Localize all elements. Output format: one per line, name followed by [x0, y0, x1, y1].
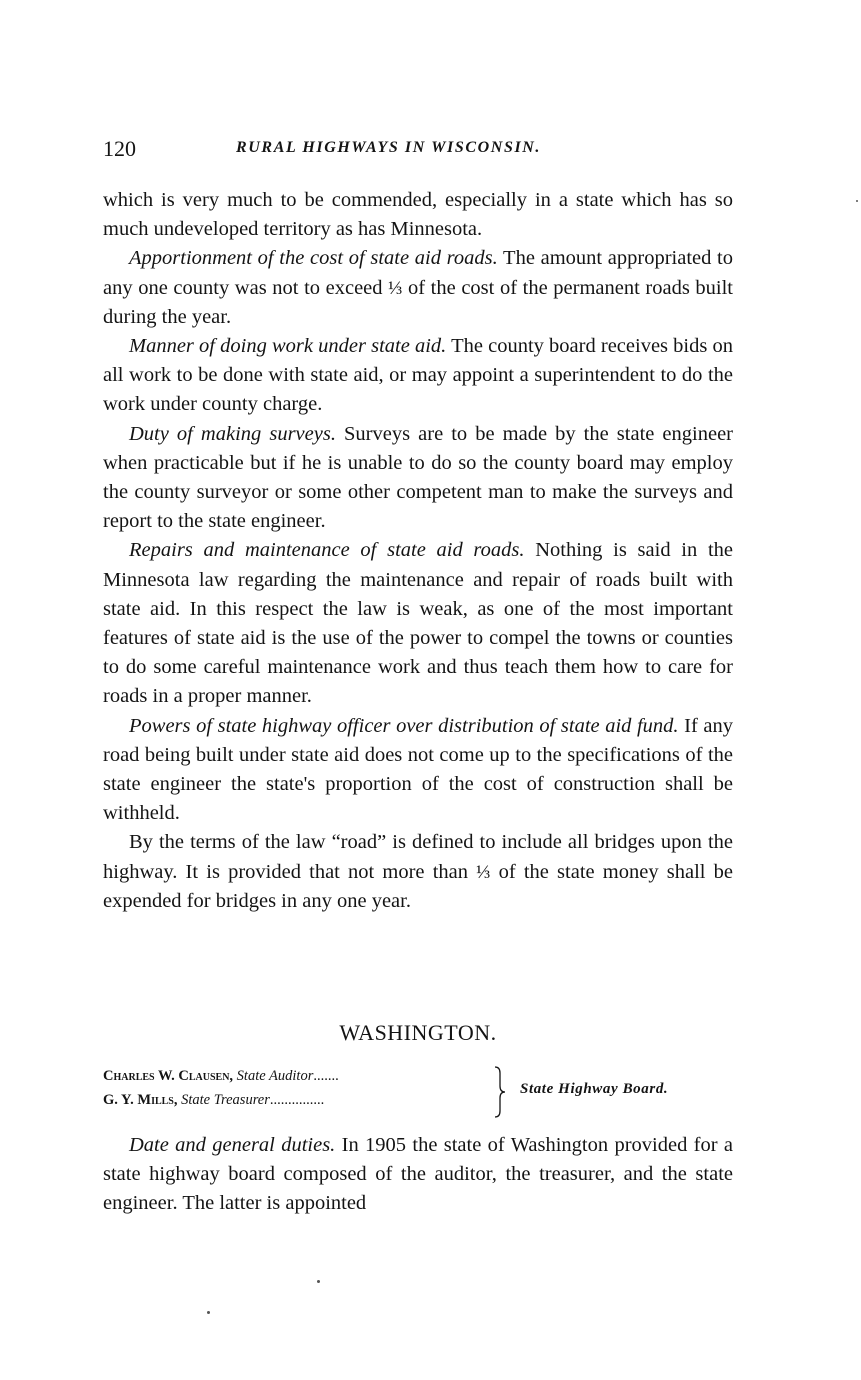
paragraph-heading: Repairs and maintenance of state aid roads. — [129, 539, 525, 562]
paragraph-text: The county board receives bids on all work to be done with state aid, or may appoint a superintendent to do the work under county charge. — [103, 335, 733, 416]
paragraph-manner-of-work — [103, 332, 733, 420]
paragraph-text: If any road being built under state aid does not come up to the specifications of the state engineer the state's proportion of the cost of construction shall be withheld. — [103, 714, 733, 825]
officer-title: State Auditor — [236, 1068, 314, 1084]
paragraph-repairs — [103, 536, 733, 711]
paragraph-text: which is very much to be commended, especially in a state which has so much undeveloped territory as has Minnesota. — [103, 189, 733, 241]
print-speck — [207, 1311, 210, 1314]
dot-leader: ............... — [269, 1092, 325, 1108]
running-head: RURAL HIGHWAYS IN WISCONSIN. — [236, 139, 542, 156]
paragraph-text: Nothing is said in the Minnesota law regarding the maintenance and repair of roads built with state aid. In this respect the law is weak, as one of the most important features of state aid is the use of the power to compel the towns or counties to do some careful maintenance work and thus teach them how to care for roads in a proper manner. — [103, 539, 733, 708]
page-number: 120 — [103, 136, 136, 161]
body-text — [103, 186, 733, 916]
paragraph-heading: Powers of state highway officer over distribution of state aid fund. — [129, 714, 679, 737]
paragraph-heading: Apportionment of the cost of state aid roads. — [129, 247, 498, 270]
paragraph-text-after: of the cost of the permanent roads built during the year. — [103, 276, 733, 328]
paragraph-apportionment — [103, 244, 733, 332]
section-heading: WASHINGTON. — [339, 1020, 497, 1045]
paragraph-continuation — [103, 186, 733, 244]
paragraph-surveys — [103, 420, 733, 537]
paragraph-text: In 1905 the state of Washington provided for a state highway board composed of the auditor, the treasurer, and the state engineer. The latter is appointed — [103, 1134, 733, 1215]
fraction: ⅓ — [476, 861, 491, 883]
paragraph-text-after: of the state money shall be expended for bridges in any one year. — [103, 860, 733, 912]
dot-leader: ....... — [313, 1068, 339, 1084]
paragraph-text: By the terms of the law “road” is defined to include all bridges upon the highway. It is provided that not more than — [103, 831, 733, 883]
print-speck — [856, 200, 858, 202]
officers-list — [103, 1066, 733, 1122]
paragraph-text: Surveys are to be made by the state engineer when practicable but if he is unable to do so the county board may employ the county surveyor or some other competent man to make the surveys and report to the state engineer. — [103, 422, 733, 533]
fraction: ⅓ — [388, 277, 403, 299]
paragraph-powers — [103, 712, 733, 829]
page-header — [103, 136, 733, 166]
officer-row — [103, 1092, 324, 1109]
officer-name: G. Y. Mills, — [103, 1092, 178, 1108]
officer-title: State Treasurer — [181, 1092, 270, 1108]
paragraph-heading: Manner of doing work under state aid. — [129, 335, 447, 358]
paragraph-heading: Duty of making surveys. — [129, 422, 336, 445]
print-speck — [317, 1280, 320, 1283]
officer-name: Charles W. Clausen, — [103, 1068, 234, 1084]
board-name: State Highway Board. — [520, 1081, 669, 1097]
closing-text — [103, 1131, 733, 1219]
officer-row — [103, 1068, 339, 1085]
paragraph-heading: Date and general duties. — [129, 1134, 336, 1156]
brace-icon — [493, 1066, 507, 1118]
paragraph-text: The amount appropriated to any one county was not to exceed — [103, 247, 734, 299]
paragraph-road-definition — [103, 828, 733, 916]
paragraph-date-and-duties — [103, 1131, 733, 1219]
